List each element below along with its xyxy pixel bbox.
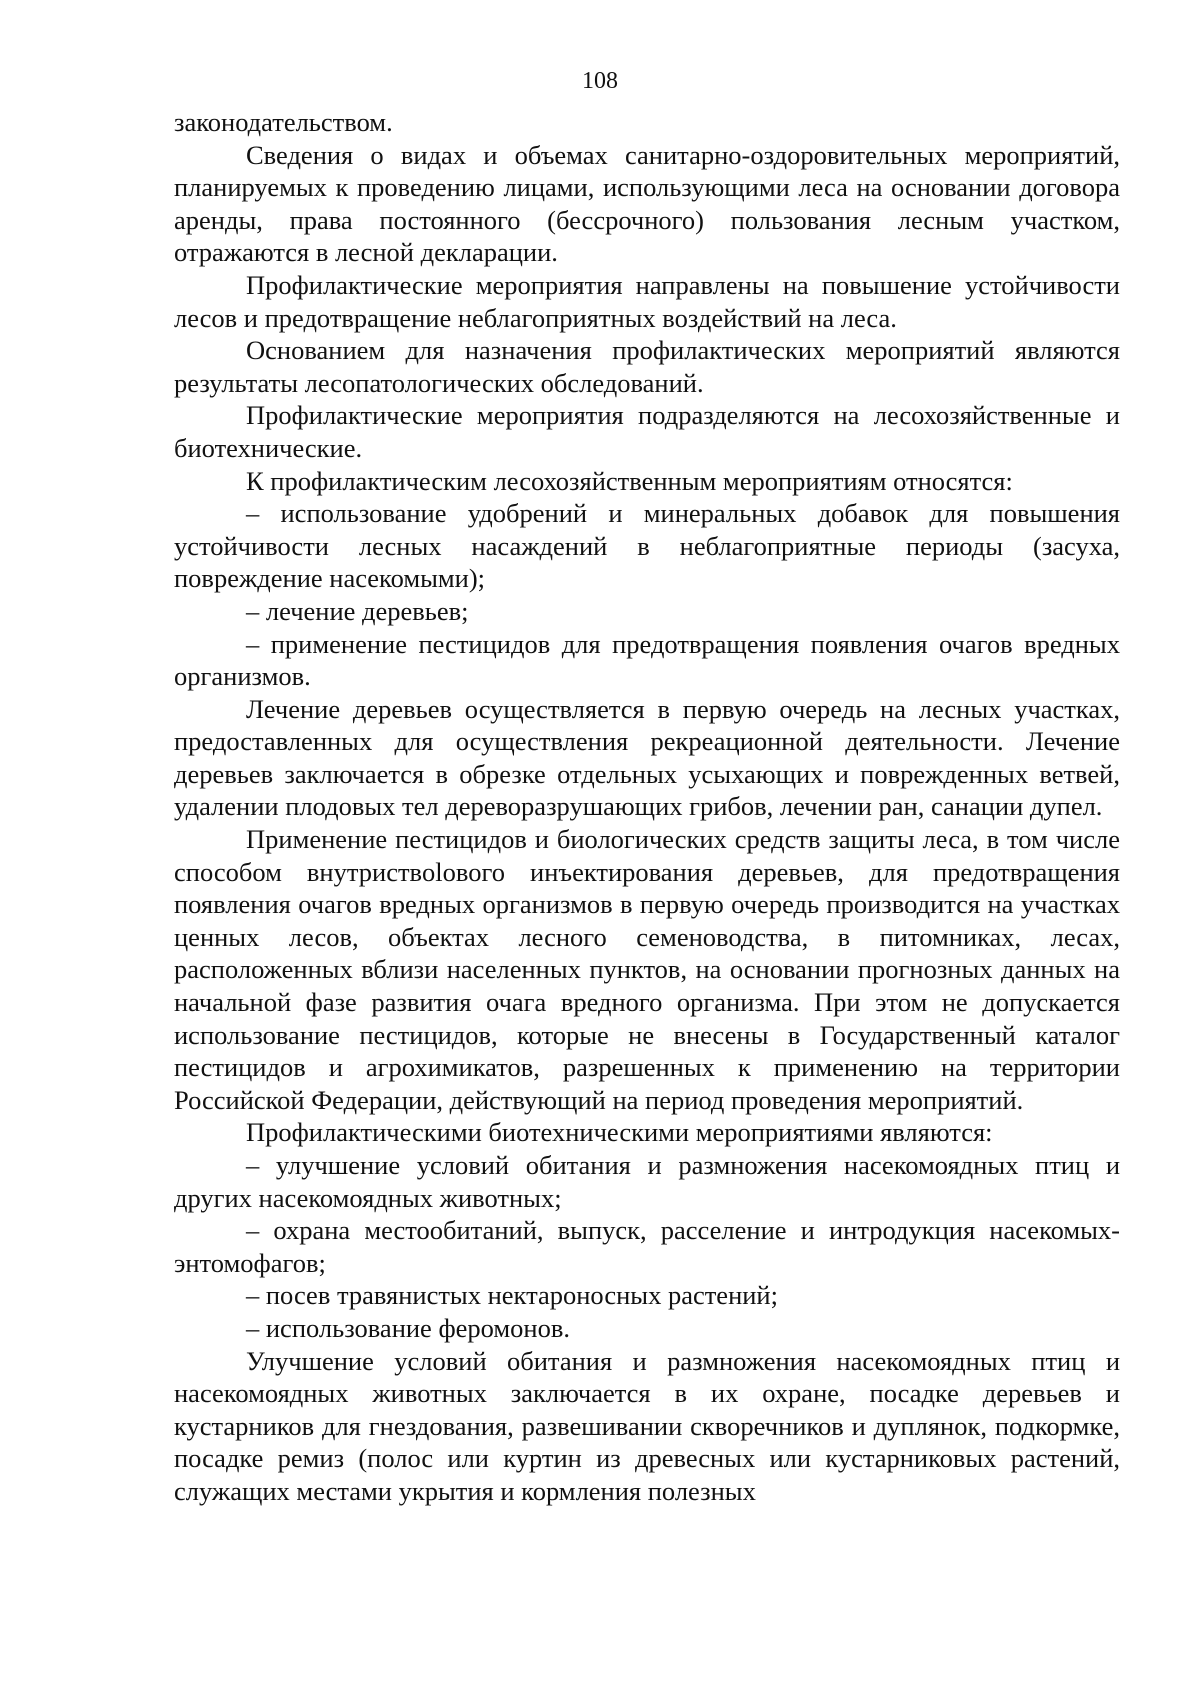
paragraph-habitat-improvement: Улучшение условий обитания и размножения насекомоядных птиц и насекомоядных животных заключается в их охране, посадке деревьев и кустарников для гнездования, развешивании скворечников и дуплянок, подкормке, посадке ремиз (полос или куртин из древесных или кустарниковых растений, служащих местами укрытия и кормления полезных: [174, 1345, 1120, 1506]
paragraph-biotechnical-intro: Профилактическими биотехническими мероприятиями являются:: [246, 1117, 993, 1148]
list-item-pheromones: – использование феромонов.: [246, 1312, 570, 1343]
document-body: [174, 106, 1120, 1508]
list-item-entomophages: – охрана местообитаний, выпуск, расселение и интродукция насекомых-энтомофагов;: [174, 1215, 1120, 1278]
paragraph-declaration: Сведения о видах и объемах санитарно-оздоровительных мероприятий, планируемых к проведению лицами, использующими леса на основании договора аренды, права постоянного (бессрочного) пользования лесным участком, отражаются в лесной декларации.: [174, 139, 1120, 268]
paragraph-subdivision: Профилактические мероприятия подразделяются на лесохозяйственные и биотехнические.: [174, 400, 1120, 463]
paragraph-preventive-purpose: Профилактические мероприятия направлены на повышение устойчивости лесов и предотвращение неблагоприятных воздействий на леса.: [174, 269, 1120, 333]
paragraph-tree-treatment: Лечение деревьев осуществляется в первую очередь на лесных участках, предоставленных для осуществления рекреационной деятельности. Лечение деревьев заключается в обрезке отдельных усыхающих и поврежденных ветвей, удалении плодовых тел дереворазрушающих грибов, лечении ран, санации дупел.: [174, 693, 1120, 822]
list-item-pesticides: – применение пестицидов для предотвращения появления очагов вредных организмов.: [174, 628, 1120, 692]
list-item-birds: – улучшение условий обитания и размножения насекомоядных птиц и других насекомоядных животных;: [174, 1150, 1120, 1213]
list-item-fertilizers: – использование удобрений и минеральных добавок для повышения устойчивости лесных насаждений в неблагоприятные периоды (засуха, повреждение насекомыми);: [174, 498, 1120, 594]
paragraph-basis: Основанием для назначения профилактических мероприятий являются результаты лесопатологических обследований.: [174, 335, 1120, 398]
list-item-nectar-plants: – посев травянистых нектароносных растений;: [246, 1280, 778, 1311]
paragraph-continuation: законодательством.: [174, 107, 393, 137]
paragraph-pesticide-use: Применение пестицидов и биологических средств защиты леса, в том числе способом внутриствolового инъектирования деревьев, для предотвращения появления очагов вредных организмов в первую очередь производится на участках ценных лесов, объектах лесного семеноводства, в питомниках, лесах, расположенных вблизи населенных пунктов, на основании прогнозных данных на начальной фазе развития очага вредного организма. При этом не допускается использование пестицидов, которые не внесены в Государственный каталог пестицидов и агрохимикатов, разрешенных к применению на территории Российской Федерации, действующий на период проведения мероприятий.: [174, 824, 1120, 1115]
list-item-tree-treatment: – лечение деревьев;: [246, 595, 469, 626]
page-number: 108: [582, 68, 618, 94]
paragraph-forestry-measures-intro: К профилактическим лесохозяйственным мероприятиям относятся:: [246, 465, 1013, 496]
